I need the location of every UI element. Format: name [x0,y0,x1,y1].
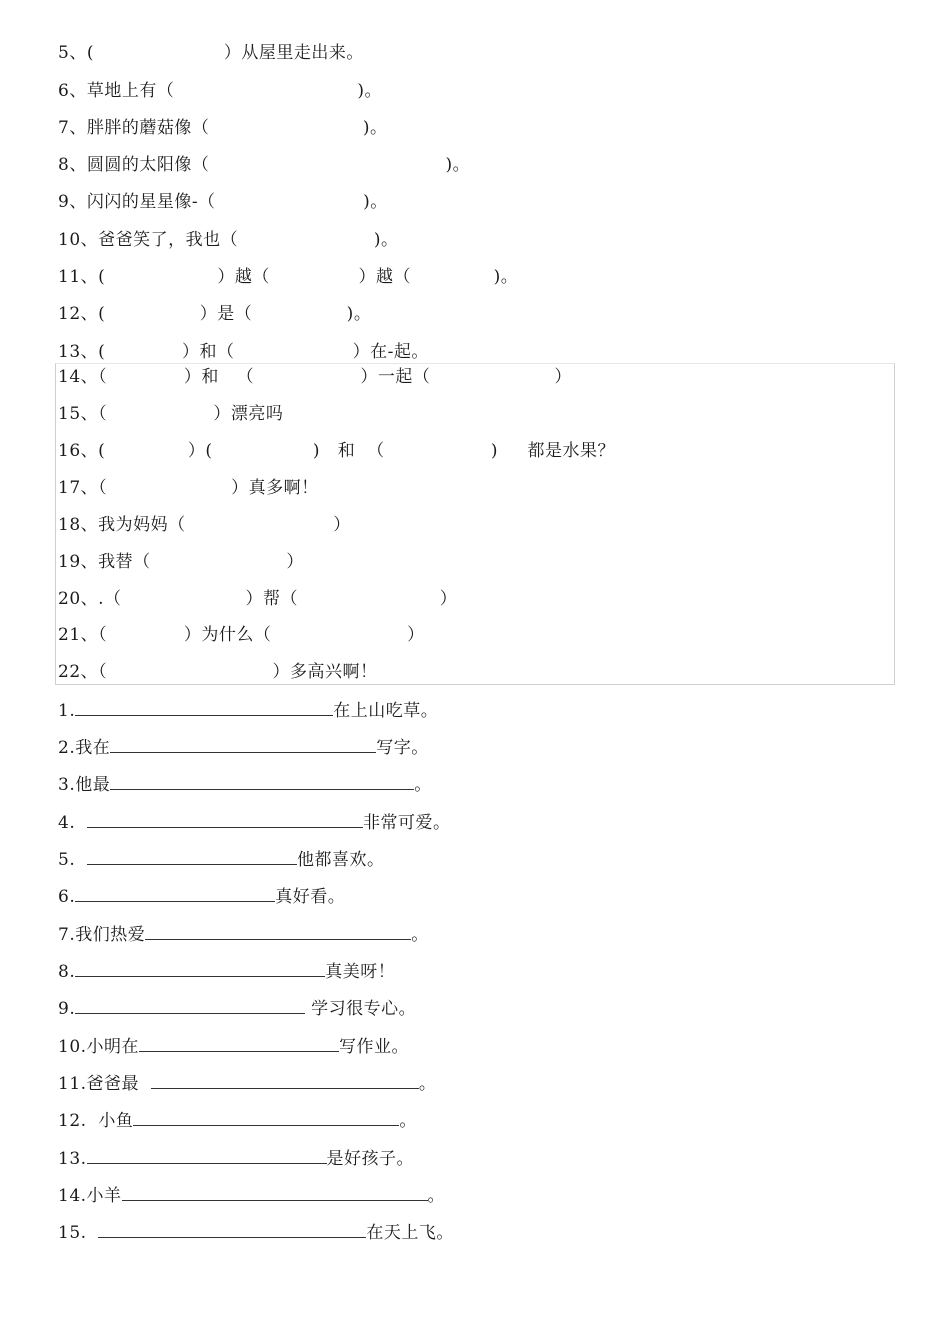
answer-blank[interactable] [139,1035,339,1052]
fill-blank-item-5 [58,848,385,871]
fill-blank-prefix: 8. [58,962,76,982]
answer-blank[interactable] [110,773,414,790]
fill-blank-item-8 [58,960,395,983]
fill-blank-item-9 [58,997,416,1020]
fill-blank-suffix: 他都喜欢。 [297,850,385,870]
fill-blank-suffix: 。 [427,1186,446,1206]
exercise-item-14: 14、（ ）和 （ ）一起（ ） [58,367,572,387]
answer-blank[interactable] [133,1109,399,1126]
answer-blank[interactable] [98,1221,366,1238]
exercise-item-13: 13、( ）和（ ）在-起。 [58,342,429,362]
fill-blank-suffix: 。 [418,1074,437,1094]
fill-blank-item-6 [58,885,345,908]
fill-blank-prefix: 6. [58,887,76,907]
answer-blank[interactable] [151,1072,419,1089]
fill-blank-prefix: 2.我在 [58,738,111,758]
fill-blank-suffix: 真好看。 [275,887,346,907]
fill-blank-item-11 [58,1072,436,1095]
fill-blank-prefix: 1. [58,701,76,721]
fill-blank-prefix: 3.他最 [58,775,111,795]
fill-blank-prefix: 4. [58,813,88,833]
answer-blank[interactable] [87,811,363,828]
fill-blank-prefix: 5. [58,850,88,870]
fill-blank-prefix: 12. 小鱼 [58,1111,134,1131]
answer-blank[interactable] [75,960,325,977]
fill-blank-prefix: 9. [58,999,76,1019]
exercise-item-12: 12、( ）是（ )。 [58,304,372,324]
fill-blank-suffix: 学习很专心。 [305,999,417,1019]
exercise-item-21: 21、（ ）为什么（ ） [58,625,425,645]
answer-blank[interactable] [75,997,305,1014]
exercise-item-10: 10、爸爸笑了，我也（ )。 [58,230,399,250]
exercise-item-20: 20、.（ ）帮（ ） [58,589,458,609]
exercise-item-19: 19、我替（ ） [58,552,304,572]
fill-blank-suffix: 。 [399,1111,417,1131]
fill-blank-item-15 [58,1221,454,1244]
fill-blank-prefix: 11.爸爸最 [58,1074,151,1094]
exercise-item-15: 15、（ ）漂亮吗 [58,404,284,424]
fill-blank-suffix: 写字。 [376,738,429,758]
answer-blank[interactable] [122,1184,428,1201]
exercise-item-22: 22、（ ）多高兴啊！ [58,662,378,682]
answer-blank[interactable] [87,848,297,865]
fill-blank-prefix: 7.我们热爱 [58,925,146,945]
fill-blank-item-4 [58,811,451,834]
answer-blank[interactable] [110,736,376,753]
fill-blank-item-10 [58,1035,409,1058]
fill-blank-suffix: 。 [414,775,432,795]
fill-blank-suffix: 。 [411,925,429,945]
exercise-item-7: 7、胖胖的蘑菇像（ )。 [58,118,388,138]
fill-blank-suffix: 真美呀！ [325,962,396,982]
answer-blank[interactable] [145,923,411,940]
exercise-item-17: 17、（ ）真多啊！ [58,478,319,498]
fill-blank-suffix: 非常可爱。 [363,813,451,833]
fill-blank-item-14 [58,1184,445,1207]
fill-blank-prefix: 14.小羊 [58,1186,122,1206]
answer-blank[interactable] [75,885,275,902]
exercise-item-18: 18、我为妈妈（ ） [58,515,351,535]
fill-blank-item-3 [58,773,432,796]
fill-blank-prefix: 15. [58,1223,99,1243]
answer-blank[interactable] [75,699,333,716]
fill-blank-item-12 [58,1109,417,1132]
exercise-item-8: 8、圆圆的太阳像（ )。 [58,155,471,175]
fill-blank-suffix: 是好孩子。 [326,1149,415,1169]
fill-blank-suffix: 在上山吃草。 [333,701,439,721]
exercise-item-16: 16、( ）( ) 和 （ ) 都是水果？ [58,441,615,461]
fill-blank-item-7 [58,923,429,946]
fill-blank-prefix: 10.小明在 [58,1037,140,1057]
fill-blank-prefix: 13. [58,1149,87,1169]
exercise-item-5: 5、( ）从屋里走出来。 [58,43,364,63]
fill-blank-suffix: 写作业。 [339,1037,410,1057]
fill-blank-item-2 [58,736,429,759]
exercise-item-6: 6、草地上有（ )。 [58,81,382,101]
fill-blank-suffix: 在天上飞。 [366,1223,454,1243]
answer-blank[interactable] [87,1147,327,1164]
fill-blank-item-13 [58,1147,414,1170]
exercise-item-11: 11、( ）越（ ）越（ )。 [58,267,519,287]
fill-blank-item-1 [58,699,438,722]
exercise-item-9: 9、闪闪的星星像-（ )。 [58,192,388,212]
